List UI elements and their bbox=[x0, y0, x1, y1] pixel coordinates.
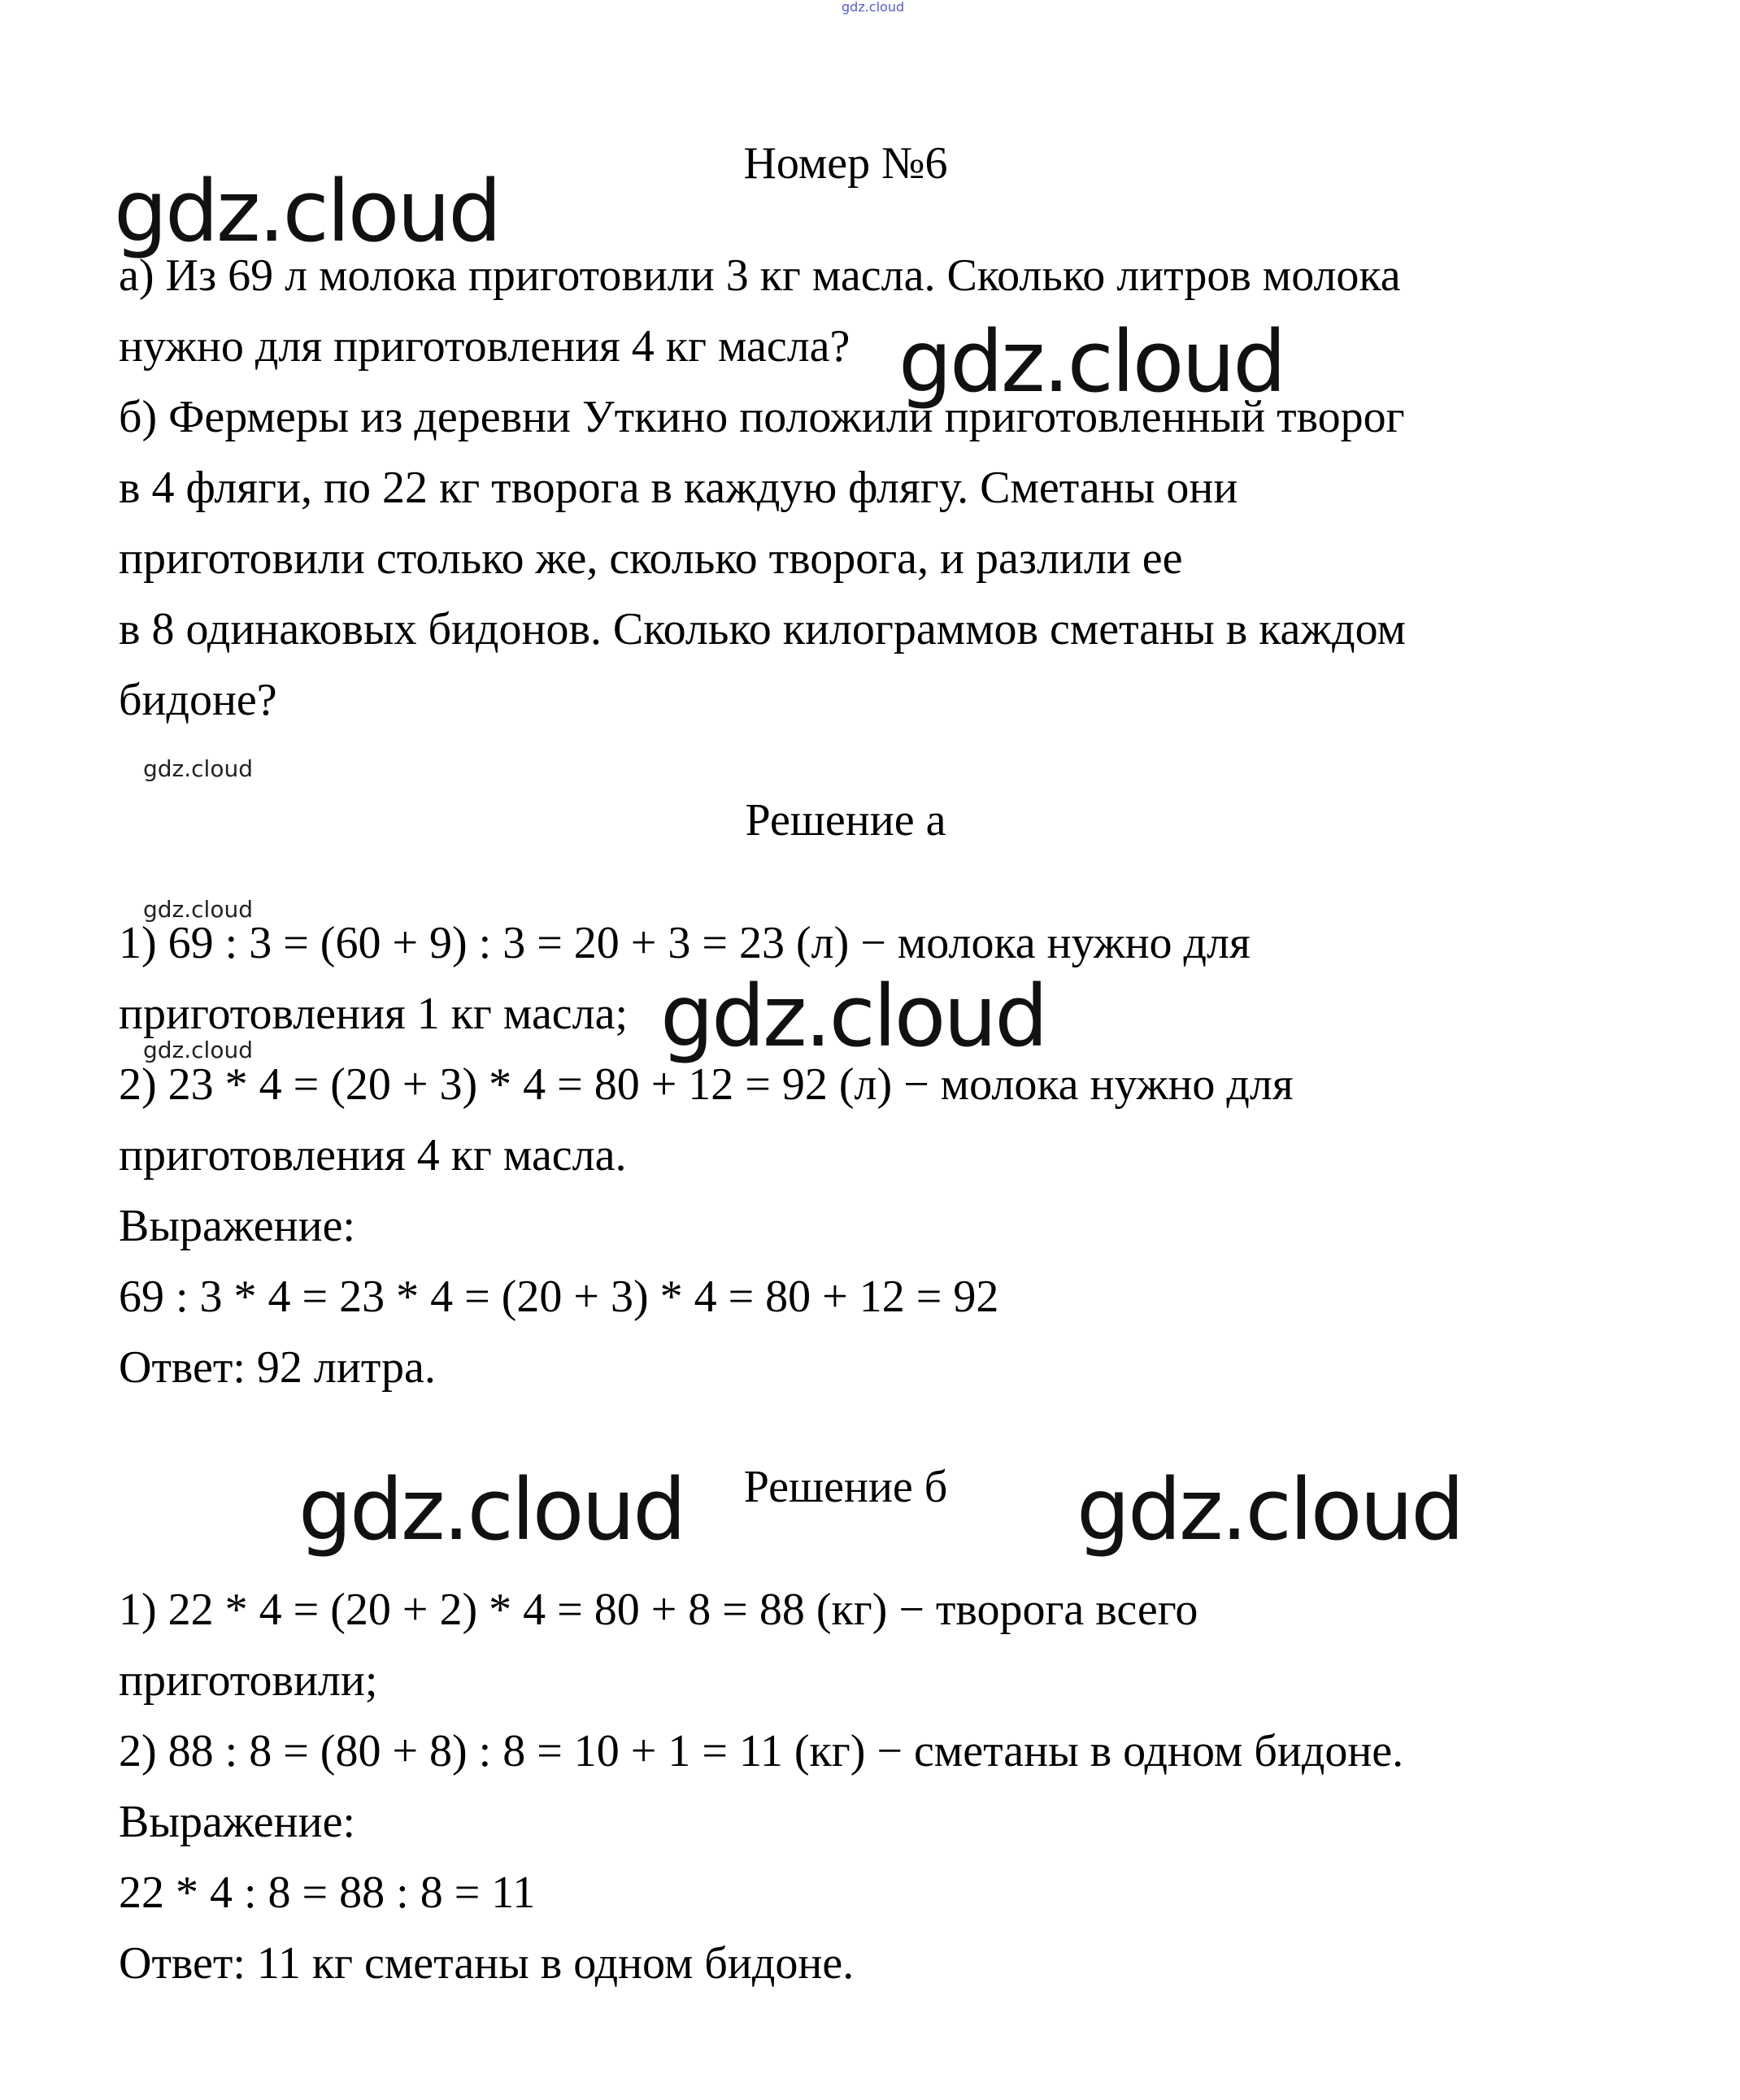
watermark-small-2: gdz.cloud bbox=[143, 896, 253, 923]
solution-a-line: приготовления 4 кг масла. bbox=[119, 1130, 627, 1180]
solution-a-line: Ответ: 92 литра. bbox=[119, 1342, 436, 1393]
watermark-small-3: gdz.cloud bbox=[143, 1037, 253, 1063]
problem-line: приготовили столько же, сколько творога, и разлили ее bbox=[119, 533, 1183, 584]
problem-line: в 8 одинаковых бидонов. Сколько килограммов сметаны в каждом bbox=[119, 604, 1406, 654]
page-title: Номер №6 bbox=[743, 138, 948, 189]
solution-b-line: 22 * 4 : 8 = 88 : 8 = 11 bbox=[119, 1867, 536, 1918]
solution-b-line: Ответ: 11 кг сметаны в одном бидоне. bbox=[119, 1938, 855, 1989]
watermark-1: gdz.cloud bbox=[114, 162, 500, 261]
solution-a-line: 1) 69 : 3 = (60 + 9) : 3 = 20 + 3 = 23 (л) − молока нужно для bbox=[119, 918, 1251, 968]
problem-line: в 4 фляги, по 22 кг творога в каждую флягу. Сметаны они bbox=[119, 463, 1238, 513]
solution-b-line: приготовили; bbox=[119, 1655, 378, 1706]
problem-line: б) Фермеры из деревни Уткино положили приготовленный творог bbox=[119, 392, 1405, 442]
solution-a-heading: Решение а bbox=[745, 795, 946, 846]
solution-a-line: приготовления 1 кг масла; bbox=[119, 989, 629, 1039]
solution-b-line: 2) 88 : 8 = (80 + 8) : 8 = 10 + 1 = 11 (кг) − сметаны в одном бидоне. bbox=[119, 1726, 1404, 1776]
solution-b-heading: Решение б bbox=[743, 1462, 948, 1512]
watermark-2: gdz.cloud bbox=[898, 312, 1285, 411]
problem-line: а) Из 69 л молока приготовили 3 кг масла. Сколько литров молока bbox=[119, 250, 1401, 301]
watermark-top-tiny: gdz.cloud bbox=[842, 0, 905, 15]
watermark-3: gdz.cloud bbox=[660, 967, 1046, 1066]
solution-b-line: Выражение: bbox=[119, 1797, 355, 1847]
solution-a-line: 2) 23 * 4 = (20 + 3) * 4 = 80 + 12 = 92 (л) − молока нужно для bbox=[119, 1059, 1294, 1110]
solution-b-line: 1) 22 * 4 = (20 + 2) * 4 = 80 + 8 = 88 (кг) − творога всего bbox=[119, 1585, 1198, 1635]
solution-a-line: Выражение: bbox=[119, 1201, 355, 1251]
watermark-4: gdz.cloud bbox=[298, 1460, 685, 1559]
watermark-5: gdz.cloud bbox=[1077, 1460, 1463, 1559]
watermark-small-1: gdz.cloud bbox=[143, 755, 253, 782]
problem-line: нужно для приготовления 4 кг масла? bbox=[119, 321, 850, 372]
problem-line: бидоне? bbox=[119, 675, 277, 725]
solution-a-line: 69 : 3 * 4 = 23 * 4 = (20 + 3) * 4 = 80 + 12 = 92 bbox=[119, 1272, 999, 1322]
